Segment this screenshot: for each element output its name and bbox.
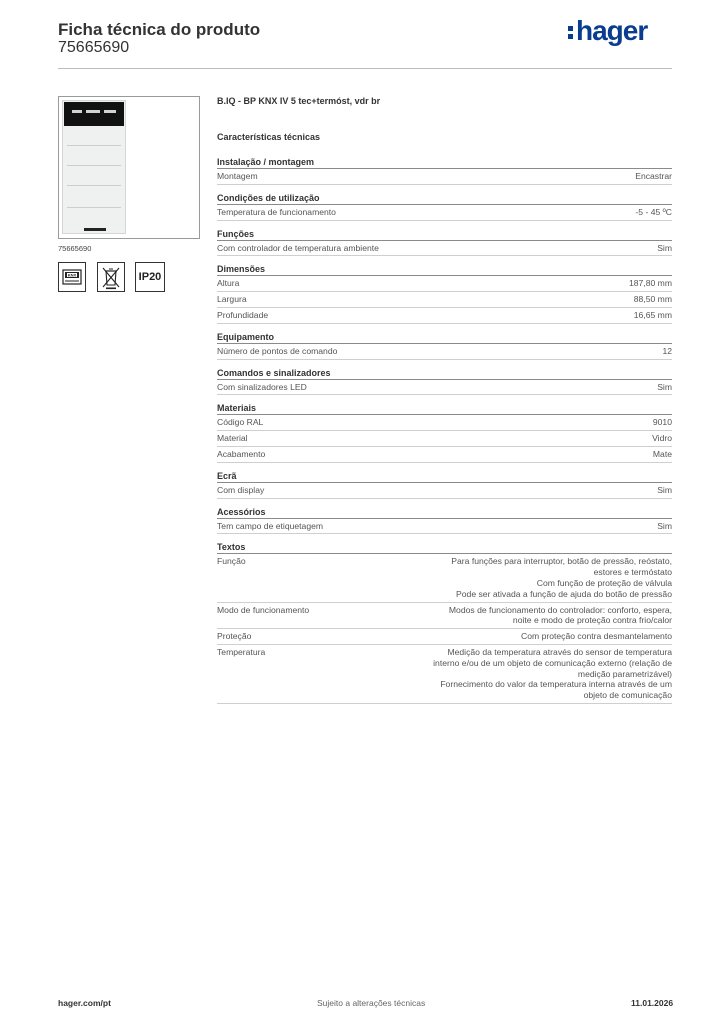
footer-website: hager.com/pt [58, 998, 111, 1008]
spec-value [662, 346, 672, 357]
section-title: Funções [217, 229, 672, 241]
spec-value-line: Sim [657, 242, 672, 253]
spec-label: Profundidade [217, 309, 269, 320]
spec-value-line: -5 - 45 ºC [635, 206, 672, 217]
section-title: Textos [217, 542, 672, 554]
section-title: Comandos e sinalizadores [217, 368, 672, 380]
spec-value-line: Medição da temperatura através do sensor de temperatura [447, 646, 672, 657]
tech-heading: Características técnicas [217, 132, 321, 142]
spec-value-line: interno e/ou de um objeto de comunicação externo (relação de [433, 657, 672, 668]
footer-date: 11.01.2026 [631, 998, 674, 1008]
spec-value [407, 605, 672, 627]
spec-label: Função [217, 556, 246, 567]
section-title: Condições de utilização [217, 193, 672, 205]
spec-value-line: Modos de funcionamento do controlador: conforto, espera, [448, 604, 672, 615]
spec-value-line: noite e modo de proteção contra frio/calor [512, 615, 672, 626]
spec-value [407, 647, 672, 701]
page-title: Ficha técnica do produto [58, 20, 261, 39]
spec-value-line: estores e termóstato [593, 567, 672, 578]
spec-row [217, 629, 672, 645]
spec-row [217, 447, 672, 463]
spec-row [217, 431, 672, 447]
spec-value [629, 278, 672, 289]
section-title: Acessórios [217, 507, 672, 519]
device-label-strip [84, 228, 106, 231]
spec-label: Proteção [217, 631, 252, 642]
spec-label: Montagem [217, 171, 258, 181]
spec-value-line: 12 [662, 345, 672, 356]
product-image [62, 100, 126, 234]
spec-row [217, 415, 672, 431]
header-divider [58, 68, 672, 69]
svg-text:KNX: KNX [67, 272, 77, 278]
device-display [64, 102, 124, 126]
spec-value [653, 417, 672, 428]
spec-value-line: 9010 [652, 417, 672, 428]
spec-value-line: Com função de proteção de válvula [536, 577, 672, 588]
spec-row [217, 554, 672, 602]
spec-row [217, 169, 672, 185]
spec-value-line: Com proteção contra desmantelamento [521, 631, 672, 642]
spec-row [217, 645, 672, 704]
spec-value-line: objeto de comunicação [583, 690, 672, 701]
spec-value-line: Vidro [652, 433, 672, 444]
spec-value-line: medição parametrizável) [577, 668, 672, 679]
product-name: B.IQ - BP KNX IV 5 tec+termóst, vdr br [217, 96, 381, 106]
spec-row [217, 483, 672, 499]
spec-row [217, 276, 672, 292]
spec-label: Código RAL [217, 417, 264, 428]
spec-value-line: 187,80 mm [629, 278, 672, 289]
spec-value [407, 556, 672, 599]
spec-value-line: Para funções para interruptor, botão de pressão, reóstato, [451, 556, 672, 567]
knx-logo-icon [58, 262, 86, 292]
section-title: Ecrã [217, 471, 672, 483]
spec-value-line: Fornecimento do valor da temperatura interna através de um [440, 679, 672, 690]
spec-label: Tem campo de etiquetagem [217, 520, 324, 531]
spec-value [634, 294, 672, 305]
spec-value [634, 310, 672, 321]
spec-label: Com controlador de temperatura ambiente [217, 242, 379, 253]
section-title: Dimensões [217, 264, 672, 276]
spec-row [217, 380, 672, 396]
ip20-badge: IP20 [135, 262, 165, 292]
spec-label: Com display [217, 484, 265, 495]
section-title: Instalação / montagem [217, 157, 672, 169]
spec-value [635, 207, 672, 218]
spec-label: Altura [217, 278, 240, 289]
hager-logo [568, 15, 647, 47]
spec-label: Temperatura de funcionamento [217, 206, 336, 217]
spec-row [217, 308, 672, 324]
spec-value [653, 449, 672, 460]
spec-value-line: Sim [657, 484, 672, 495]
weee-bin-icon [97, 262, 125, 292]
spec-label: Temperatura [217, 646, 266, 657]
spec-value-line: 16,65 mm [633, 309, 672, 320]
product-number: 75665690 [58, 39, 130, 56]
spec-row [217, 344, 672, 360]
spec-value [635, 171, 672, 182]
spec-label: Largura [217, 294, 247, 305]
spec-value [657, 521, 672, 532]
section-title: Equipamento [217, 332, 672, 344]
logo-text: hager [576, 15, 648, 46]
product-id-caption: 75665690 [58, 244, 92, 253]
spec-label: Modo de funcionamento [217, 604, 310, 615]
spec-value [657, 485, 672, 496]
spec-value-line: Sim [657, 520, 672, 531]
spec-label: Com sinalizadores LED [217, 381, 307, 392]
spec-label: Número de pontos de comando [217, 345, 338, 356]
spec-row [217, 292, 672, 308]
spec-value-line: Pode ser ativada a função de ajuda do botão de pressão [456, 588, 672, 599]
spec-value-line: 88,50 mm [633, 294, 672, 305]
spec-row [217, 205, 672, 221]
spec-value-line: Sim [657, 381, 672, 392]
footer-disclaimer: Sujeito a alterações técnicas [317, 998, 426, 1008]
section-title: Materiais [217, 403, 672, 415]
spec-row [217, 519, 672, 535]
spec-value [657, 243, 672, 254]
spec-value [652, 433, 672, 444]
spec-row [217, 603, 672, 630]
spec-value [657, 382, 672, 393]
spec-value-line: Encastrar [635, 171, 672, 181]
logo-dots-icon [568, 23, 574, 42]
spec-sections [217, 157, 672, 704]
spec-value [521, 631, 672, 642]
specification-panel [217, 96, 672, 704]
spec-row [217, 241, 672, 257]
spec-value-line: Mate [652, 448, 672, 459]
spec-label: Acabamento [217, 448, 266, 459]
spec-label: Material [217, 433, 248, 444]
